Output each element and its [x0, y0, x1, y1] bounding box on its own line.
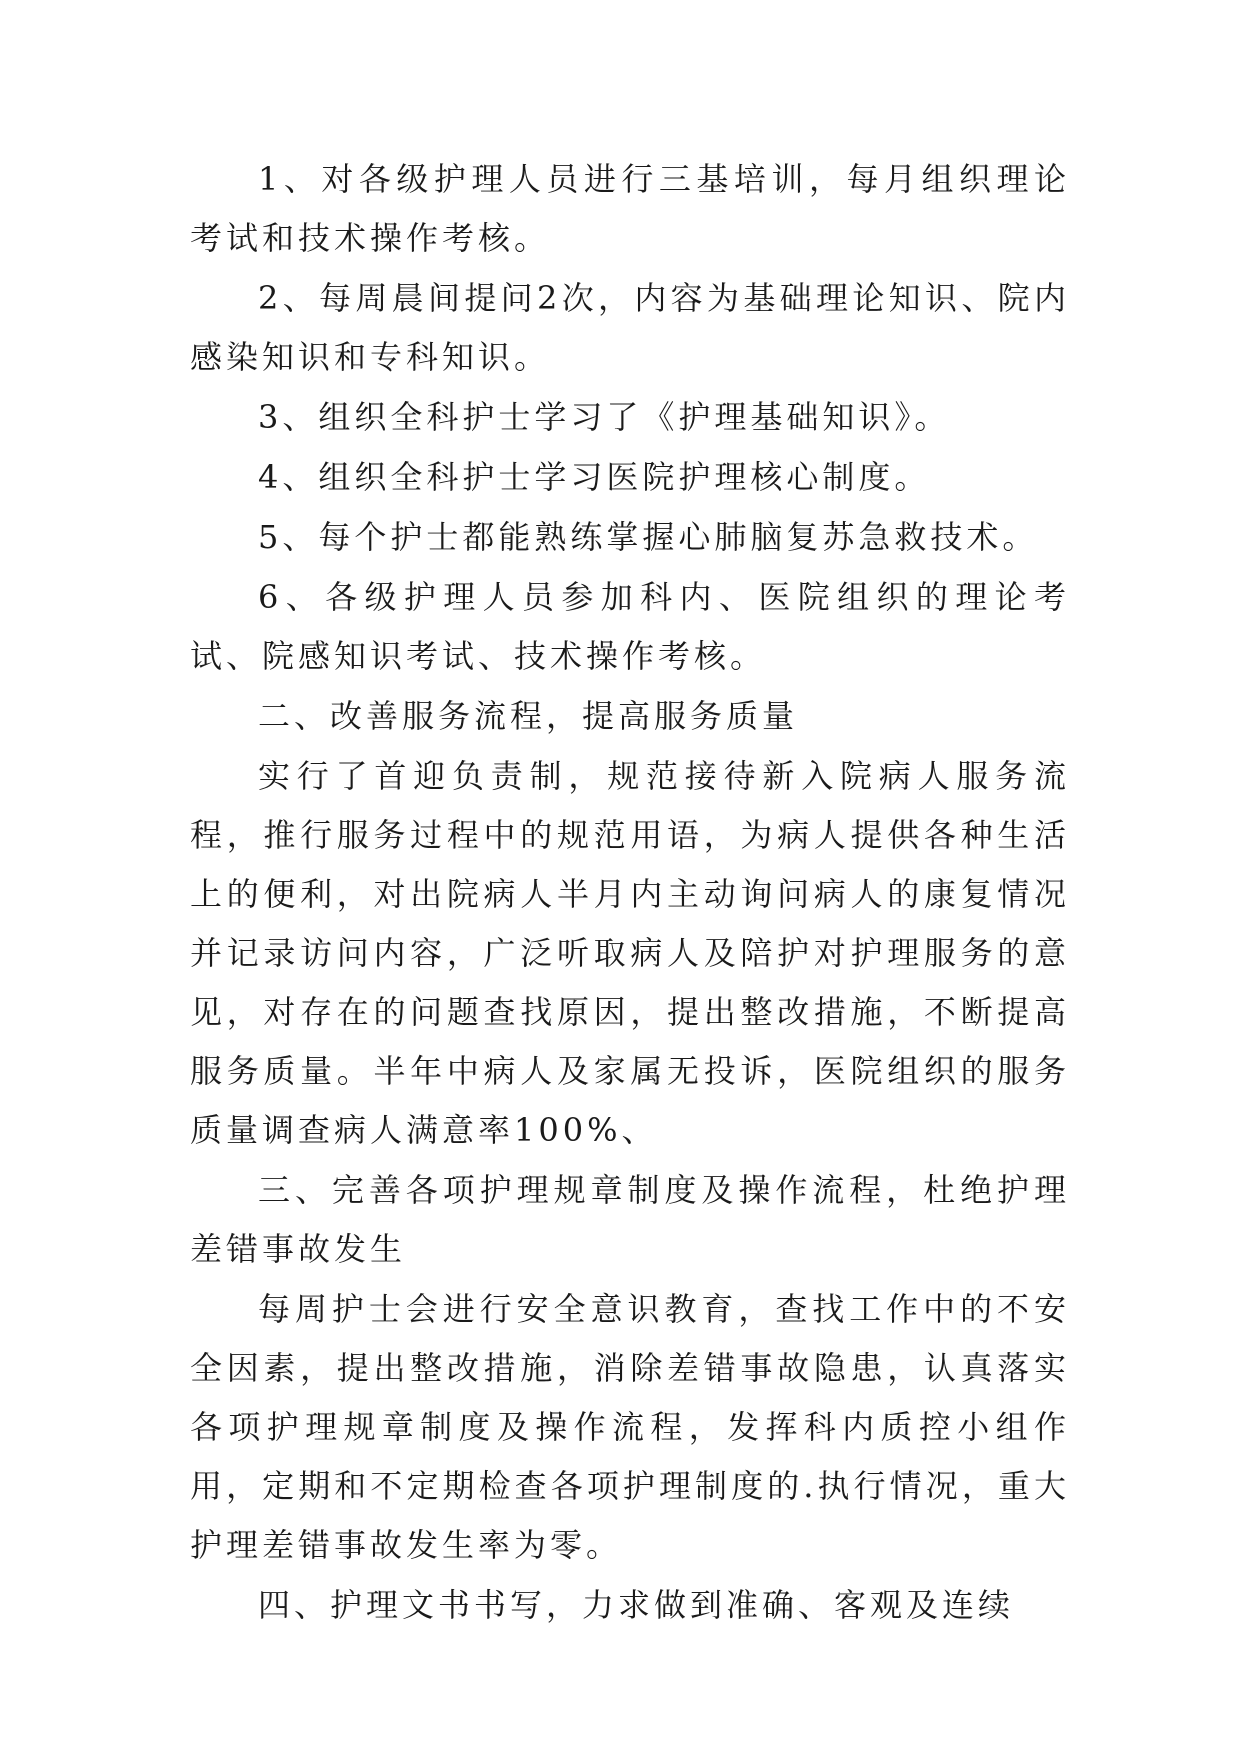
paragraph-4: 4、组织全科护士学习医院护理核心制度。: [258, 458, 931, 496]
paragraph-2: 2、每周晨间提问2次，内容为基础理论知识、院内感染知识和专科知识。: [190, 279, 1070, 376]
paragraph-safety: 每周护士会进行安全意识教育，查找工作中的不安全因素，提出整改措施，消除差错事故隐患，认真落实各项护理规章制度及操作流程，发挥科内质控小组作用，定期和不定期检查各项护理制度的.执行情况，重大护理差错事故发生率为零。: [190, 1290, 1070, 1564]
section-heading-4: 四、护理文书书写，力求做到准确、客观及连续: [258, 1586, 1015, 1624]
paragraph-1: 1、对各级护理人员进行三基培训，每月组织理论考试和技术操作考核。: [190, 160, 1070, 257]
paragraph-service: 实行了首迎负责制，规范接待新入院病人服务流程，推行服务过程中的规范用语，为病人提供各种生活上的便利，对出院病人半月内主动询问病人的康复情况并记录访问内容，广泛听取病人及陪护对护理服务的意见，对存在的问题查找原因，提出整改措施，不断提高服务质量。半年中病人及家属无投诉，医院组织的服务质量调查病人满意率100%、: [190, 757, 1070, 1149]
document-body: [190, 150, 1070, 1636]
section-heading-3: 三、完善各项护理规章制度及操作流程，杜绝护理差错事故发生: [190, 1171, 1070, 1268]
paragraph-5: 5、每个护士都能熟练掌握心肺脑复苏急救技术。: [258, 518, 1039, 556]
paragraph-6: 6、各级护理人员参加科内、医院组织的理论考试、院感知识考试、技术操作考核。: [190, 578, 1070, 675]
section-heading-2: 二、改善服务流程，提高服务质量: [258, 697, 799, 735]
paragraph-3: 3、组织全科护士学习了《护理基础知识》。: [258, 398, 951, 436]
